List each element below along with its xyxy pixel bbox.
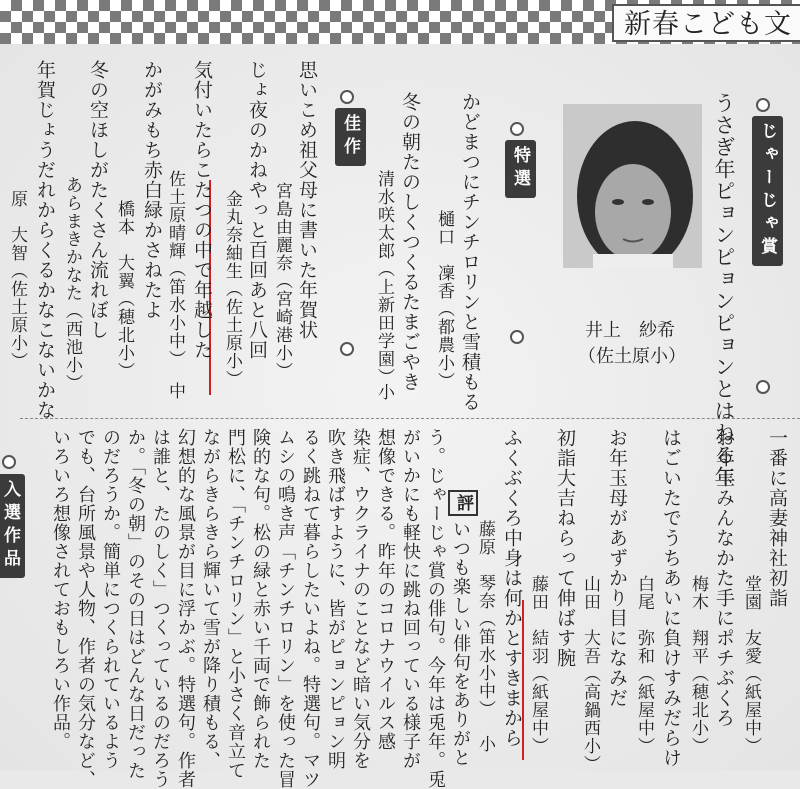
flower-icon (756, 98, 770, 112)
review-line: ながらきらきら輝いて雪が降り積もる、 (200, 428, 221, 770)
lower-haiku-1: 一番に高妻神社初詣 (766, 428, 788, 608)
jaja-author-name: 井上 紗希 (585, 320, 675, 341)
kasaku-author-6: 原 大智（佐土原小） (7, 190, 27, 370)
tokusen-author-2: 清水咲太郎（上新田学園） (374, 170, 394, 386)
flower-icon (340, 342, 354, 356)
tokusen-haiku-2: 冬の朝たのしくつくるたまごやき (399, 92, 421, 392)
grade-mark: 小 (374, 383, 394, 401)
jaja-award-label: じゃーじゃ賞 (752, 116, 783, 266)
tokusen-author-1: 樋口 凜香（都農小） (434, 210, 454, 390)
kasaku-author-5: あらまきかなた（西池小） (62, 176, 82, 392)
review-line: るく跳ねて暮らしたいよね。特選句。マツ (300, 428, 321, 789)
review-line: でも、台所風景や人物、作者の気分など、 (75, 428, 96, 789)
review-line: ムシの鳴き声「チンチロリン」を使った冒 (275, 428, 296, 789)
grade-mark: 中 (165, 382, 185, 400)
review-line: がいかにも軽快に跳ね回っている様子が (400, 428, 421, 770)
flower-icon (510, 330, 524, 344)
lower-haiku-6: ふくぶくろ中身は何かとすきまから (501, 428, 523, 748)
kasaku-haiku-1: 思いこめ祖父母に書いた年賀状 (296, 60, 318, 340)
review-line: 吹き飛ばすように、皆がピョンピョン明 (325, 428, 346, 770)
review-line: か。「冬の朝」のその日はどんな日だった (125, 428, 146, 780)
kasaku-haiku-2: じょ夜のかねやっと百回あと八回 (246, 60, 268, 360)
flower-icon (340, 90, 354, 104)
lower-author-3: 白尾 弥和（紙屋中） (634, 575, 654, 755)
lower-author-2: 梅木 翔平（穂北小） (688, 575, 708, 755)
kasaku-author-2: 金丸奈紬生（佐土原小） (222, 190, 242, 388)
review-line: 険的な句。松の緑と赤い千両で飾られた (250, 428, 271, 770)
flower-icon (756, 380, 770, 394)
jaja-haiku: うさぎ年ピョンピョンピョンとはねる年 (712, 92, 736, 488)
kasaku-haiku-4: かがみもち赤白緑かさねたよ (141, 60, 163, 320)
review-line: いろいろ想像されておもしろい作品。 (50, 428, 71, 751)
page-title: 新春こども文 (612, 4, 800, 42)
tokusen-haiku-1: かどまつにチンチロリンと雪積もる (459, 92, 481, 412)
flower-icon (2, 455, 16, 469)
review-line: いつも楽しい俳句をありがと (450, 520, 471, 767)
review-line: 染症、ウクライナのことなど暗い気分を (350, 428, 371, 770)
lower-haiku-2: お年玉みんなかた手にポチぶくろ (713, 428, 735, 728)
review-line: 幻想的な風景が目に浮かぶ。特選句。作者 (175, 428, 196, 789)
review-line: 門松に、「チンチロリン」と小さく音立て (225, 428, 246, 780)
nyusen-label: 入選作品 (0, 474, 25, 578)
kasaku-author-1: 宮島由麗奈（宮崎港小） (272, 182, 292, 380)
lower-author-6: 藤原 琴奈（笛水小中） (475, 520, 495, 718)
review-line: は誰と、たのしく」つくっているのだろう (150, 428, 171, 789)
author-photo (563, 104, 702, 268)
lower-author-4: 山田 大吾（高鍋西小） (580, 575, 600, 773)
tokusen-label: 特選 (505, 140, 536, 198)
kasaku-label: 佳作 (335, 108, 366, 166)
review-line: 想像できる。昨年のコロナウイルス感 (375, 428, 396, 751)
review-line: のだろうか。簡単につくられているよう (100, 428, 121, 770)
review-label: 評 (448, 490, 478, 516)
lower-haiku-3: はごいたでうちあいに負けすみだらけ (660, 428, 682, 768)
review-line: う。じゃーじゃ賞の俳句。今年は兎年。兎 (425, 428, 446, 789)
kasaku-haiku-5: 冬の空ほしがたくさん流れぼし (87, 60, 109, 340)
section-divider (20, 418, 800, 419)
grade-mark: 小 (475, 735, 495, 753)
flower-icon (510, 122, 524, 136)
lower-haiku-5: 初詣大吉ねらって伸ばす腕 (554, 428, 576, 668)
kasaku-author-3: 佐土原晴輝（笛水小中） (165, 170, 185, 368)
kasaku-haiku-6: 年賀じょうだれからくるかなこないかな (34, 60, 56, 420)
lower-author-1: 堂園 友愛（紙屋中） (741, 575, 761, 755)
jaja-author-school: （佐土原小） (578, 346, 686, 367)
kasaku-haiku-3: 気付いたらこたつの中で年越した (191, 60, 213, 360)
lower-author-5: 藤田 結羽（紙屋中） (528, 575, 548, 755)
portrait-image (563, 104, 702, 268)
lower-haiku-4: お年玉母があずかり目になみだ (606, 428, 628, 708)
kasaku-author-4: 橋本 大翼（穂北小） (114, 200, 134, 380)
